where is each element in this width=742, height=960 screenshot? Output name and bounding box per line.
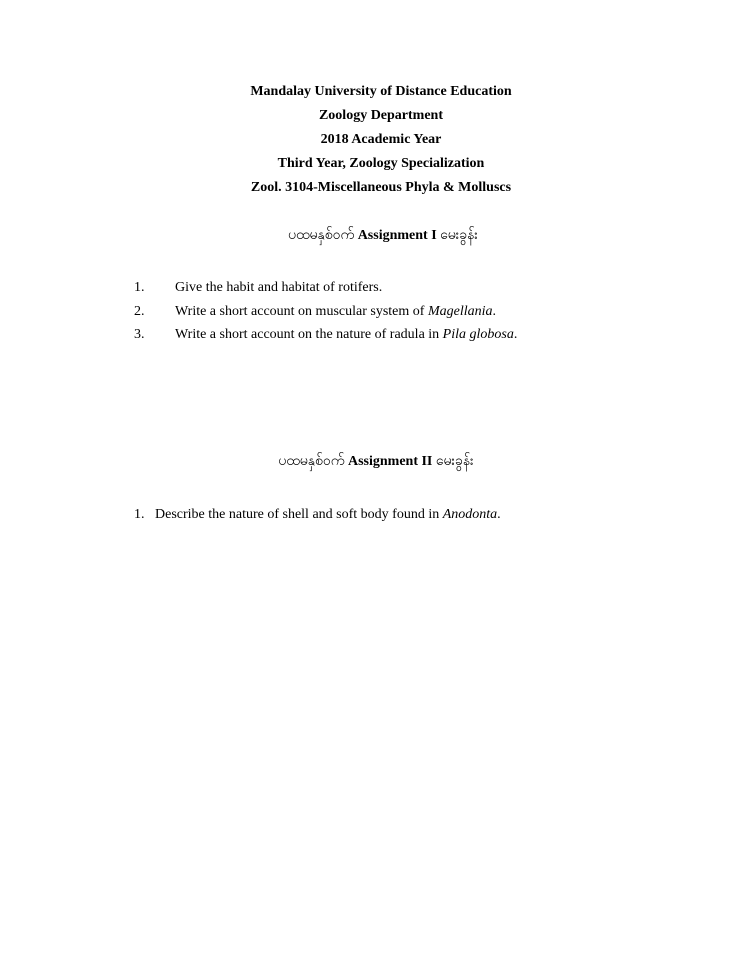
assignment-2-title-prefix: ပထမနှစ်ဝက် <box>278 453 345 469</box>
question-text: Give the habit and habitat of rotifers. <box>175 280 383 295</box>
assignment-2-question-list <box>134 503 694 527</box>
document-header <box>0 80 742 200</box>
assignment-1-question-list <box>134 276 694 347</box>
question-number: 3. <box>134 327 145 342</box>
assignment-1-title <box>12 225 742 246</box>
year-specialization: Third Year, Zoology Specialization <box>277 156 485 171</box>
assignment-1-title-main: Assignment I <box>357 228 437 243</box>
question-item <box>134 300 694 324</box>
assignment-1-title-suffix: မေးခွန်း <box>440 227 478 243</box>
question-item <box>134 323 694 347</box>
assignment-2-title <box>5 451 742 472</box>
assignment-1-title-prefix: ပထမနှစ်ဝက် <box>288 227 355 243</box>
question-item <box>134 276 694 300</box>
question-text: Write a short account on muscular system of Magellania. <box>175 303 496 319</box>
question-number: 1. <box>134 507 145 522</box>
question-number: 2. <box>134 303 145 319</box>
academic-year: 2018 Academic Year <box>320 132 442 147</box>
question-text: Write a short account on the nature of radula in Pila globosa. <box>175 327 518 342</box>
assignment-2-title-suffix: မေးခွန်း <box>435 453 474 469</box>
question-text: Describe the nature of shell and soft body found in Anodonta. <box>155 507 501 522</box>
assignment-2-title-main: Assignment II <box>347 454 433 469</box>
department-name: Zoology Department <box>318 108 444 123</box>
question-item <box>134 503 694 527</box>
course-title: Zool. 3104-Miscellaneous Phyla & Molluscs <box>250 180 512 195</box>
university-name: Mandalay University of Distance Education <box>250 84 512 99</box>
question-number: 1. <box>134 280 145 295</box>
